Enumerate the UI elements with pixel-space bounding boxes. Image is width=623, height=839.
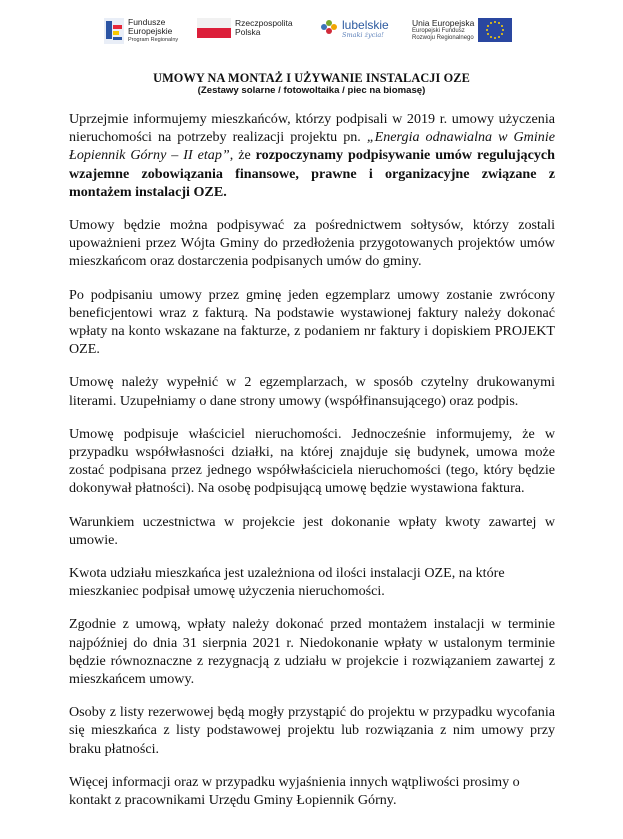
rp-line2: Polska	[235, 27, 261, 37]
paragraph-fill-in: Umowę należy wypełnić w 2 egzemplarzach, w sposób czytelny drukowanymi literami. Uzupełniamy o dane strony umowy (współfinansującego) oraz podpis.	[69, 374, 555, 409]
intro-text-a: Uprzejmie informujemy mieszkańców, którzy podpisali w 2019 r. umowy użyczenia nieruchomości na potrzeby realizacji projektu pn.	[69, 111, 555, 146]
paragraph-deadline: Zgodnie z umową, wpłaty należy dokonać przed montażem instalacji w terminie najpóźniej do dnia 31 sierpnia 2021 r. Niedokonanie wpłaty w ustalonym terminie będzie równoznaczne z rezygnacją z udziału w projekcie i rozwiązaniem zawartej z mieszkańcem umowy.	[69, 616, 555, 688]
unia-europejska-logo	[412, 18, 512, 42]
paragraph-owner: Umowę podpisuje właściciel nieruchomości. Jednocześnie informujemy, że w przypadku współwłasności działki, na której znajduje się budynek, umowa może zostać podpisana przez jednego współwłaściciela nieruchomości (tego, który będzie dokonywał płatności). Na osobę podpisującą umowę będzie wystawiona faktura.	[69, 425, 555, 497]
logo-bar	[0, 14, 623, 54]
fe-star-icon	[104, 18, 124, 44]
intro-text-b: , że	[229, 147, 256, 164]
lubelskie-name: lubelskie	[342, 17, 389, 32]
fe-logo-text	[128, 18, 178, 44]
paragraph-signing: Umowy będzie można podpisywać za pośrednictwem sołtysów, którzy zostali upoważnieni przez Wójta Gminy do przedłożenia przygotowanych projektów umów mieszkańcom oraz dostarczenia podpisanych umów do gminy.	[69, 217, 555, 270]
lubelskie-logo	[320, 18, 389, 40]
paragraph-intro	[69, 110, 555, 201]
rzeczpospolita-polska-logo	[197, 18, 293, 38]
fe-line3: Program Regionalny	[128, 37, 179, 43]
fe-line1: Fundusze	[128, 17, 166, 27]
document-subtitle: (Zestawy solarne / fotowoltaika / piec na biomasę)	[197, 85, 426, 96]
rp-line1: Rzeczpospolita	[235, 18, 293, 28]
lubelskie-logo-text	[342, 19, 389, 40]
paragraph-contact: Więcej informacji oraz w przypadku wyjaśnienia innych wątpliwości prosimy o kontakt z pracownikami Urzędu Gminy Łopiennik Górny.	[69, 773, 520, 809]
paragraph-reserve-list: Osoby z listy rezerwowej będą mogły przystąpić do projektu w przypadku wycofania się mieszkańca z listy podstawowej projektu lub rozwiązania z nim umowy przy braku płatności.	[69, 704, 555, 757]
paragraph-condition: Warunkiem uczestnictwa w projekcie jest dokonanie wpłaty kwoty zawartej w umowie.	[69, 513, 555, 548]
ue-logo-text	[412, 19, 474, 42]
rp-logo-text	[235, 19, 293, 37]
ue-line1: Unia Europejska	[412, 17, 475, 28]
eu-flag-icon	[478, 18, 512, 42]
ue-line3: Rozwoju Regionalnego	[412, 34, 474, 41]
fe-line2: Europejskie	[128, 26, 173, 36]
paragraph-invoice: Po podpisaniu umowy przez gminę jeden egzemplarz umowy zostanie zwrócony beneficjentowi wraz z fakturą. Na podstawie wystawionej faktury należy dokonać wpłaty na konto wskazane na fakturze, z podaniem nr faktury i dopiskiem PROJEKT OZE.	[69, 286, 555, 358]
project-name: „Energia odnawialna w Gminie Łopiennik Górny – II etap”	[69, 129, 555, 164]
polish-flag-icon	[197, 18, 231, 38]
lubelskie-tagline: Smaki życia!	[342, 30, 384, 39]
lubelskie-flower-icon	[320, 18, 338, 40]
document-title: UMOWY NA MONTAŻ I UŻYWANIE INSTALACJI OZE	[153, 71, 470, 85]
document-body	[69, 110, 555, 824]
fundusze-europejskie-logo	[104, 18, 178, 44]
ue-line2: Europejski Fundusz	[412, 27, 465, 34]
intro-bold-text: rozpoczynamy podpisywanie umów regulujących wzajemne zobowiązania finansowe, prawne i organizacyjne związane z montażem instalacji OZE.	[69, 147, 555, 200]
paragraph-amount: Kwota udziału mieszkańca jest uzależniona od ilości instalacji OZE, na które mieszkaniec podpisał umowę użyczenia nieruchomości.	[69, 565, 505, 600]
